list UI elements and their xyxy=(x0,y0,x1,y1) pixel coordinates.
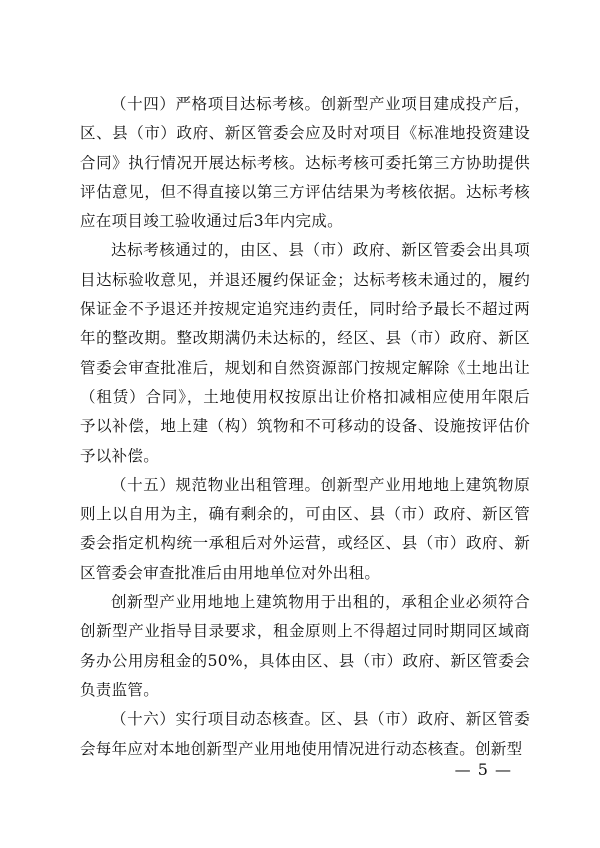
page-number: — 5 — xyxy=(454,760,512,779)
paragraph-assessment-result: 达标考核通过的，由区、县（市）政府、新区管委会出具项目达标验收意见，并退还履约保证金；达标考核未通过的，履约保证金不予退还并按规定追究违约责任，同时给予最长不超过两年的整改期。整改期满仍未达标的，经区、县（市）政府、新区管委会审查批准后，规划和自然资源部门按规定解除《土地出让（租赁）合同》，土地使用权按原出让价格扣减相应使用年限后予以补偿，地上建（构）筑物和不可移动的设备、设施按评估价予以补偿。 xyxy=(80,241,530,465)
paragraph-16-dynamic-check: （十六）实行项目动态核查。区、县（市）政府、新区管委会每年应对本地创新型产业用地使用情况进行动态核查。创新型 xyxy=(80,710,530,758)
paragraph-15-leasing: （十五）规范物业出租管理。创新型产业用地地上建筑物原则上以自用为主，确有剩余的，可由区、县（市）政府、新区管委会指定机构统一承租后对外运营，或经区、县（市）政府、新区管委会审查批准后由用地单位对外出租。 xyxy=(80,475,530,582)
paragraph-14-assessment: （十四）严格项目达标考核。创新型产业项目建成投产后，区、县（市）政府、新区管委会应及时对项目《标准地投资建设合同》执行情况开展达标考核。达标考核可委托第三方协助提供评估意见，但不得直接以第三方评估结果为考核依据。达标考核应在项目竣工验收通过后3年内完成。 xyxy=(80,95,530,231)
paragraph-leasing-rent: 创新型产业用地地上建筑物用于出租的，承租企业必须符合创新型产业指导目录要求，租金原则上不得超过同时期同区域商务办公用房租金的50%，具体由区、县（市）政府、新区管委会负责监管。 xyxy=(80,593,530,699)
document-body xyxy=(80,90,530,764)
